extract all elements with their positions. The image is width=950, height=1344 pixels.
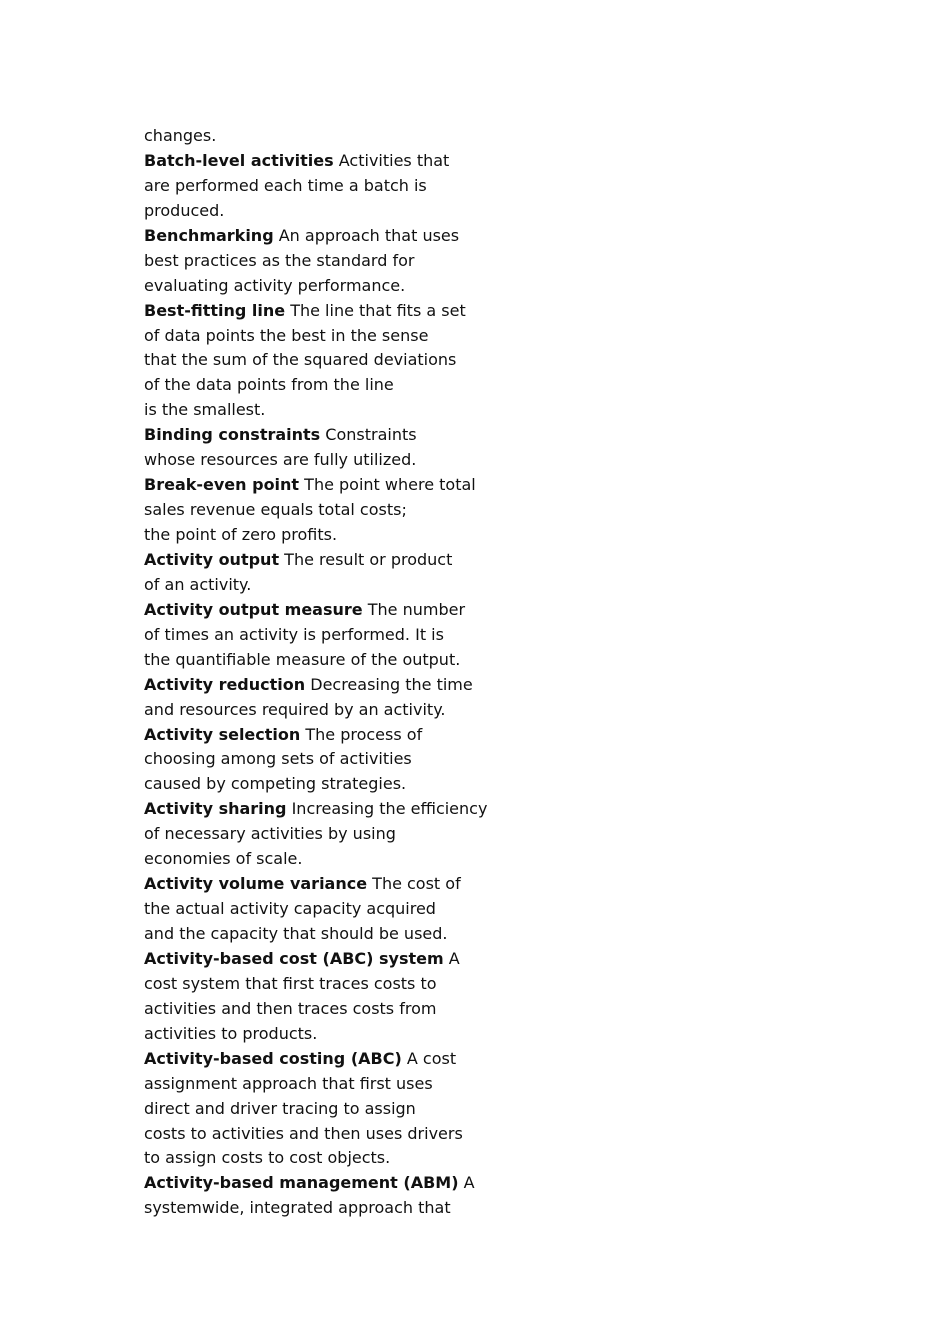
glossary-entry xyxy=(144,548,524,598)
glossary-definition-line: activities and then traces costs from xyxy=(144,998,437,1018)
glossary-entry xyxy=(144,1171,524,1221)
glossary-definition: A xyxy=(458,1173,475,1193)
glossary-term: Activity reduction xyxy=(144,674,306,694)
glossary-term: Activity output measure xyxy=(144,599,363,619)
glossary-entry xyxy=(144,723,524,798)
glossary-entry xyxy=(144,947,524,1047)
glossary-term: Activity-based cost (ABC) system xyxy=(144,948,444,968)
glossary-entry xyxy=(144,423,524,473)
glossary-line xyxy=(144,149,524,174)
glossary-term: Benchmarking xyxy=(144,225,274,245)
glossary-entry xyxy=(144,299,524,424)
glossary-definition-line: is the smallest. xyxy=(144,400,266,420)
glossary-term: Binding constraints xyxy=(144,425,321,445)
glossary-line xyxy=(144,548,524,573)
glossary-entry xyxy=(144,224,524,299)
glossary-definition-line: to assign costs to cost objects. xyxy=(144,1148,391,1168)
glossary-definition-line: the point of zero profits. xyxy=(144,525,338,544)
glossary-line xyxy=(144,299,524,324)
glossary-line xyxy=(144,598,524,623)
glossary-line xyxy=(144,673,524,698)
glossary-definition-line: the quantifiable measure of the output. xyxy=(144,649,461,669)
glossary-line xyxy=(144,947,524,972)
glossary-entry xyxy=(144,149,524,224)
glossary-definition-line: of times an activity is performed. It is xyxy=(144,624,444,644)
glossary-line xyxy=(144,872,524,897)
glossary-definition: Decreasing the time xyxy=(305,674,473,694)
glossary-definition-line: whose resources are fully utilized. xyxy=(144,450,417,470)
glossary-line xyxy=(144,723,524,748)
glossary-line xyxy=(144,1171,524,1196)
glossary-definition-line: of the data points from the line xyxy=(144,375,394,395)
glossary-definition-line: costs to activities and then uses drivers xyxy=(144,1123,463,1143)
glossary-entry xyxy=(144,598,524,673)
glossary-definition-line: evaluating activity performance. xyxy=(144,275,406,295)
glossary-definition-line: of an activity. xyxy=(144,574,252,594)
glossary-definition: A cost xyxy=(401,1048,457,1068)
intro-line: changes. xyxy=(144,126,217,145)
glossary-definition-line: economies of scale. xyxy=(144,849,303,869)
glossary-definition-line: best practices as the standard for xyxy=(144,250,415,270)
glossary-line xyxy=(144,797,524,822)
glossary-definition-line: and the capacity that should be used. xyxy=(144,924,448,943)
glossary-definition: The point where total xyxy=(299,475,476,495)
glossary-definition: The number xyxy=(362,599,466,619)
glossary-definition-line: sales revenue equals total costs; xyxy=(144,500,407,520)
glossary-definition: Constraints xyxy=(320,425,417,445)
glossary-definition-line: caused by competing strategies. xyxy=(144,774,407,794)
glossary-entry xyxy=(144,673,524,723)
glossary-term: Activity-based costing (ABC) xyxy=(144,1048,402,1068)
glossary-definition: The line that fits a set xyxy=(285,300,466,320)
glossary-definition: A xyxy=(443,948,460,968)
glossary-definition-line: systemwide, integrated approach that xyxy=(144,1198,451,1218)
glossary-definition-line: choosing among sets of activities xyxy=(144,749,412,769)
glossary-entry xyxy=(144,797,524,872)
glossary-term: Batch-level activities xyxy=(144,150,334,170)
glossary-term: Best-fitting line xyxy=(144,300,286,320)
glossary-line xyxy=(144,224,524,249)
glossary-definition-line: produced. xyxy=(144,200,225,220)
glossary-entry xyxy=(144,473,524,548)
glossary-term: Activity sharing xyxy=(144,799,287,819)
glossary-term: Break-even point xyxy=(144,475,300,495)
glossary-line xyxy=(144,1047,524,1072)
glossary-definition-line: and resources required by an activity. xyxy=(144,699,446,719)
glossary-definition-line: direct and driver tracing to assign xyxy=(144,1098,416,1118)
glossary-definition: The result or product xyxy=(279,549,453,569)
glossary-entry xyxy=(144,872,524,947)
glossary-definition: Activities that xyxy=(333,150,450,170)
glossary-entries xyxy=(144,149,524,1221)
glossary-line xyxy=(144,473,524,498)
glossary-term: Activity volume variance xyxy=(144,874,368,894)
glossary-definition-line: of necessary activities by using xyxy=(144,824,396,844)
glossary-term: Activity-based management (ABM) xyxy=(144,1173,459,1193)
glossary-definition-line: activities to products. xyxy=(144,1023,318,1043)
glossary-definition-line: cost system that first traces costs to xyxy=(144,973,437,993)
glossary-entry xyxy=(144,1047,524,1172)
glossary-definition: Increasing the efficiency xyxy=(286,799,488,819)
glossary-term: Activity output xyxy=(144,549,280,569)
glossary-definition: An approach that uses xyxy=(273,225,460,245)
glossary-column xyxy=(144,124,524,1221)
glossary-definition-line: the actual activity capacity acquired xyxy=(144,899,436,919)
glossary-line xyxy=(144,423,524,448)
glossary-definition-line: are performed each time a batch is xyxy=(144,175,427,195)
glossary-definition-line: assignment approach that first uses xyxy=(144,1073,433,1093)
glossary-definition-line: of data points the best in the sense xyxy=(144,325,429,345)
glossary-term: Activity selection xyxy=(144,724,301,744)
glossary-definition-line: that the sum of the squared deviations xyxy=(144,350,457,370)
glossary-definition: The process of xyxy=(300,724,423,744)
glossary-definition: The cost of xyxy=(367,874,461,894)
